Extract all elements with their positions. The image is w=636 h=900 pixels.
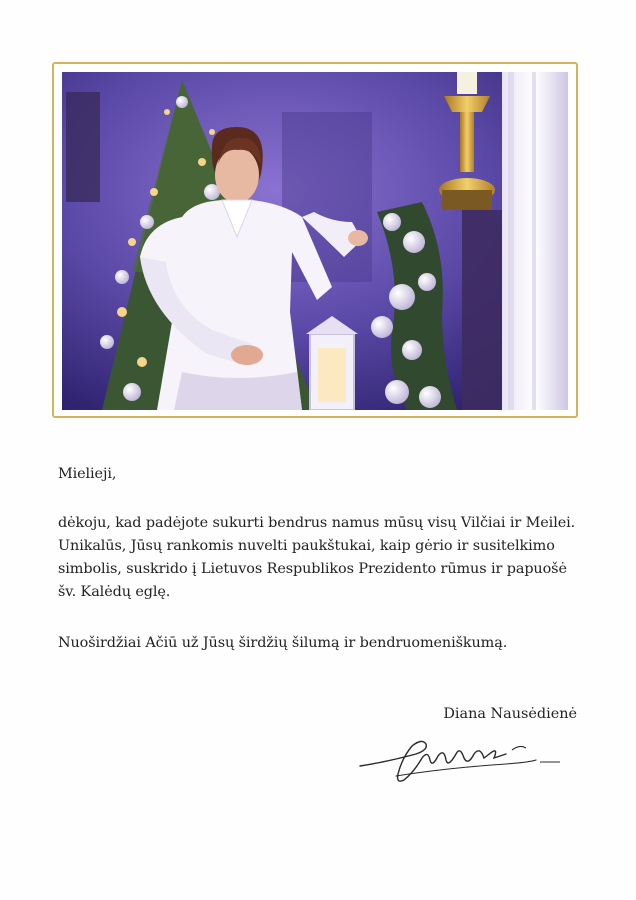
- signer-name: Diana Nausėdienė: [443, 706, 577, 722]
- wall-picture: [66, 92, 100, 202]
- letter-greeting: Mielieji,: [58, 466, 117, 482]
- mantel: [462, 210, 502, 410]
- letter-body-paragraph: [58, 512, 578, 604]
- christmas-photo-illustration: [62, 72, 568, 410]
- letter-body-line: Unikalūs, Jūsų rankomis nuvelti paukštukai, kaip gėrio ir susitelkimo: [58, 538, 555, 554]
- lantern: [306, 316, 358, 410]
- letter-body-line: simbolis, suskrido į Lietuvos Respublikos Prezidento rūmus ir papuošė: [58, 561, 567, 577]
- photo-frame: [52, 62, 578, 418]
- letter-body-line: šv. Kalėdų eglę.: [58, 584, 171, 600]
- letter-thanks: Nuoširdžiai Ačiū už Jūsų širdžių šilumą ir bendruomeniškumą.: [58, 635, 508, 651]
- letter-body-line: dėkoju, kad padėjote sukurti bendrus namus mūsų visų Vilčiai ir Meilei.: [58, 515, 576, 531]
- handwritten-signature: [356, 732, 562, 788]
- christmas-photo: [62, 72, 568, 410]
